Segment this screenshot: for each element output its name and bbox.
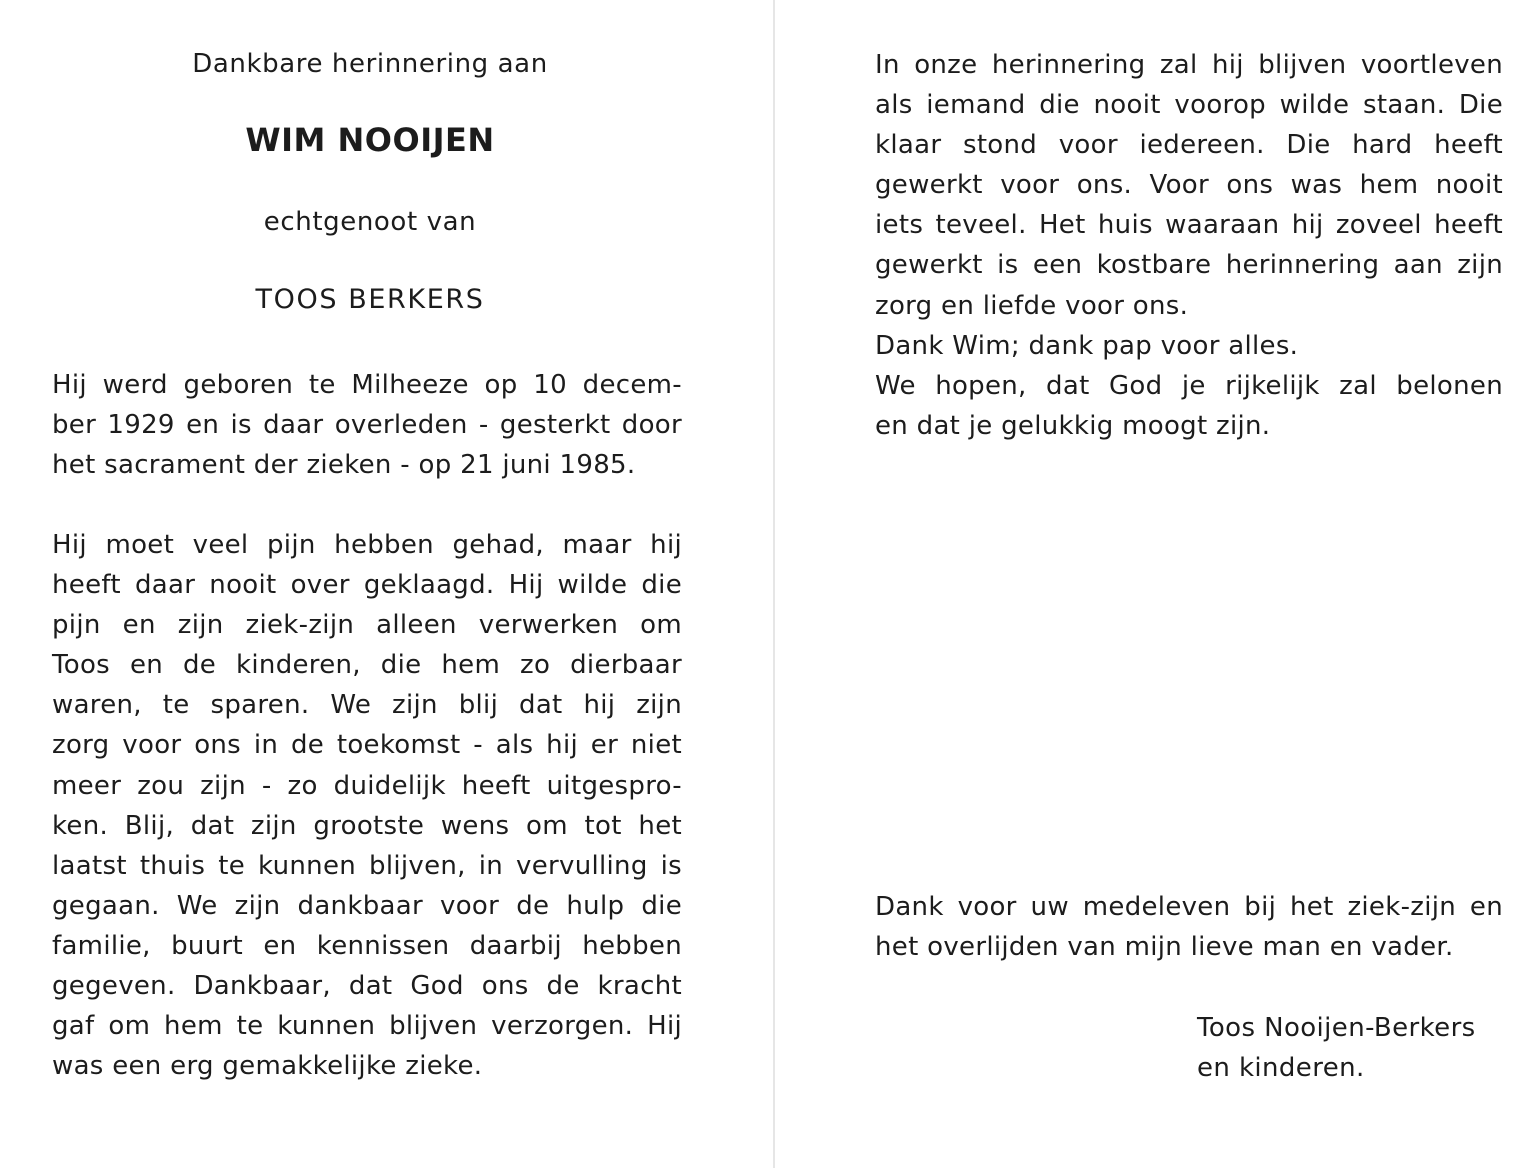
text-line: gegeven. Dankbaar, dat God ons de kracht <box>52 971 682 1002</box>
text-line: In onze herinnering zal hij blijven voortleven <box>875 50 1503 80</box>
text-line: gewerkt is een kostbare herinnering aan zijn <box>875 250 1503 281</box>
text-line: zorg voor ons in de toekomst - als hij er niet <box>52 730 682 761</box>
text-line: gewerkt voor ons. Voor ons was hem nooit <box>875 170 1503 201</box>
text-line: Toos en de kinderen, die hem zo dierbaar <box>52 650 682 681</box>
suffering-paragraph <box>52 525 682 1086</box>
text-line: het overlijden van mijn lieve man en vader. <box>875 932 1454 963</box>
text-line: pijn en zijn ziek-zijn alleen verwerken om <box>52 610 682 641</box>
text-line: We hopen, dat God je rijkelijk zal belonen <box>875 370 1503 401</box>
text-line: het sacrament der zieken - op 21 juni 1985. <box>52 450 636 481</box>
signature-family: en kinderen. <box>1197 1053 1365 1084</box>
birth-paragraph <box>52 365 682 485</box>
deceased-name: WIM NOOIJEN <box>245 121 495 159</box>
memory-paragraph <box>875 45 1503 446</box>
text-line: gaf om hem te kunnen blijven verzorgen. Hij <box>52 1011 682 1042</box>
card-fold <box>773 0 775 1168</box>
text-line: ber 1929 en is daar overleden - gesterkt door <box>52 410 682 441</box>
text-line: als iemand die nooit voorop wilde staan. Die <box>875 90 1503 121</box>
signature-name: Toos Nooijen-Berkers <box>1197 1013 1476 1043</box>
text-line: zorg en liefde voor ons. <box>875 290 1189 321</box>
text-line: familie, buurt en kennissen daarbij hebben <box>52 930 682 961</box>
text-line: en dat je gelukkig moogt zijn. <box>875 410 1271 441</box>
spouse-intro-text: echtgenoot van <box>263 207 477 237</box>
text-line: iets teveel. Het huis waaraan hij zoveel heeft <box>875 210 1503 241</box>
thanks-wim-line: Dank Wim; dank pap voor alles. <box>875 330 1299 361</box>
text-line: ken. Blij, dat zijn grootste wens om tot het <box>52 810 682 841</box>
intro-text: Dankbare herinnering aan <box>192 49 548 79</box>
text-line: heeft daar nooit over geklaagd. Hij wilde die <box>52 570 682 601</box>
text-line: Hij werd geboren te Milheeze op 10 decem- <box>52 370 682 400</box>
left-header <box>52 44 688 320</box>
text-line: Dank voor uw medeleven bij het ziek-zijn en <box>875 892 1503 922</box>
text-line: was een erg gemakkelijke zieke. <box>52 1051 483 1082</box>
signature-block <box>1197 1008 1517 1088</box>
text-line: gegaan. We zijn dankbaar voor de hulp die <box>52 890 682 921</box>
text-line: klaar stond voor iedereen. Die hard heeft <box>875 130 1503 161</box>
text-line: waren, te sparen. We zijn blij dat hij zijn <box>52 690 682 721</box>
thanks-paragraph <box>875 887 1503 967</box>
spouse-name: TOOS BERKERS <box>255 284 485 315</box>
text-line: meer zou zijn - zo duidelijk heeft uitgespro- <box>52 770 682 801</box>
text-line: Hij moet veel pijn hebben gehad, maar hij <box>52 530 682 560</box>
text-line: laatst thuis te kunnen blijven, in vervulling is <box>52 850 682 881</box>
